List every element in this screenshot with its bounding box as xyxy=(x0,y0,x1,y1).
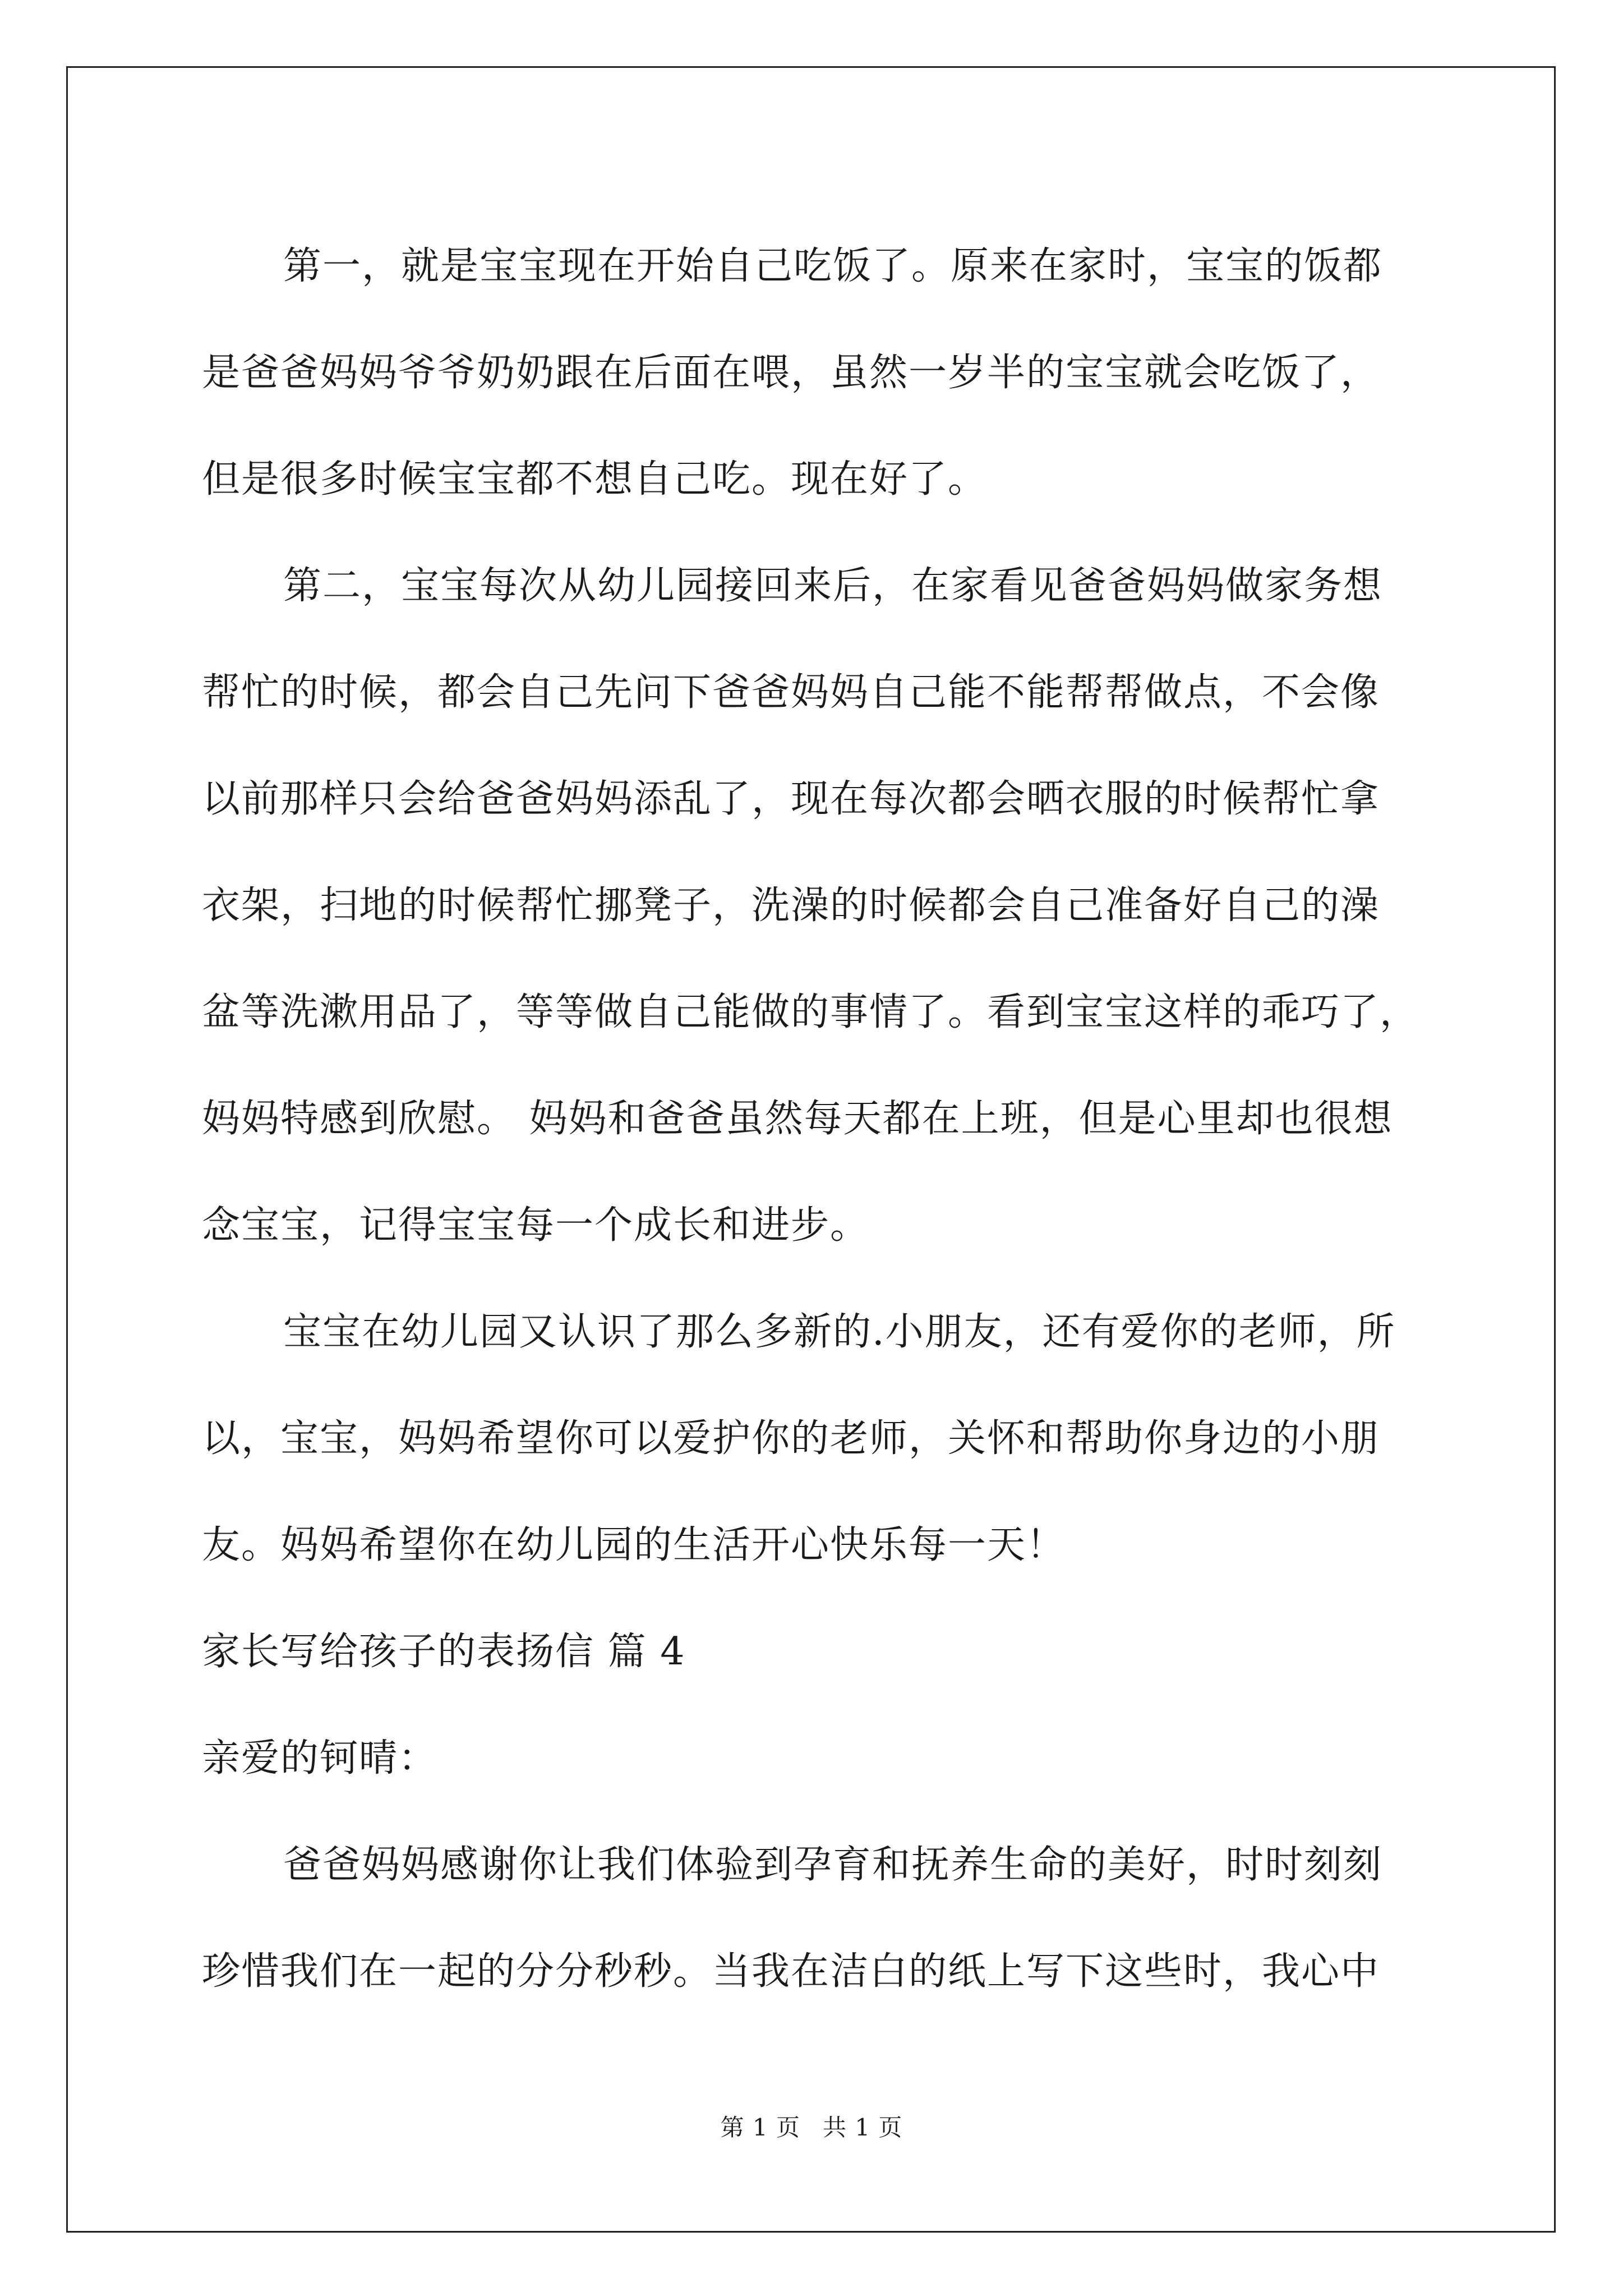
text-line: 友。妈妈希望你在幼儿园的生活开心快乐每一天！ xyxy=(202,1523,1066,1567)
page-footer xyxy=(0,2109,1623,2143)
text-line: 以前那样只会给爸爸妈妈添乱了，现在每次都会晒衣服的时候帮忙拿 xyxy=(202,777,1380,821)
salutation xyxy=(202,1705,1436,1812)
section-heading xyxy=(202,1599,1436,1705)
text-line: 以，宝宝，妈妈希望你可以爱护你的老师，关怀和帮助你身边的小朋 xyxy=(202,1416,1380,1461)
text-line: 是爸爸妈妈爷爷奶奶跟在后面在喂，虽然一岁半的宝宝就会吃饭了， xyxy=(202,351,1380,395)
paragraph-3 xyxy=(202,1279,1436,1599)
salutation-text: 亲爱的钶晴： xyxy=(202,1736,438,1780)
text-line: 第一，就是宝宝现在开始自己吃饭了。原来在家时，宝宝的饭都 xyxy=(283,244,1383,288)
paragraph-1 xyxy=(202,213,1436,533)
text-line: 宝宝在幼儿园又认识了那么多新的.小朋友，还有爱你的老师，所 xyxy=(283,1310,1396,1354)
text-line: 第二，宝宝每次从幼儿园接回来后，在家看见爸爸妈妈做家务想 xyxy=(283,564,1383,608)
text-line: 爸爸妈妈感谢你让我们体验到孕育和抚养生命的美好，时时刻刻 xyxy=(283,1843,1383,1887)
heading-text: 家长写给孩子的表扬信 篇 4 xyxy=(202,1630,686,1674)
text-line: 珍惜我们在一起的分分秒秒。当我在洁白的纸上写下这些时，我心中 xyxy=(202,1949,1380,1994)
text-line: 但是很多时候宝宝都不想自己吃。现在好了。 xyxy=(202,457,988,501)
text-line: 衣架，扫地的时候帮忙挪凳子，洗澡的时候都会自己准备好自己的澡 xyxy=(202,884,1380,928)
text-line: 念宝宝，记得宝宝每一个成长和进步。 xyxy=(202,1203,870,1248)
paragraph-closing xyxy=(202,1812,1436,2025)
text-line: 妈妈特感到欣慰。 妈妈和爸爸虽然每天都在上班，但是心里却也很想 xyxy=(202,1097,1393,1141)
paragraph-2 xyxy=(202,533,1436,1279)
text-line: 盆等洗漱用品了，等等做自己能做的事情了。看到宝宝这样的乖巧了， xyxy=(202,990,1419,1034)
page-number: 第 1 页 xyxy=(720,2114,800,2141)
page-total: 共 1 页 xyxy=(823,2114,903,2141)
text-line: 帮忙的时候，都会自己先问下爸爸妈妈自己能不能帮帮做点，不会像 xyxy=(202,670,1380,715)
document-body xyxy=(202,213,1436,2025)
